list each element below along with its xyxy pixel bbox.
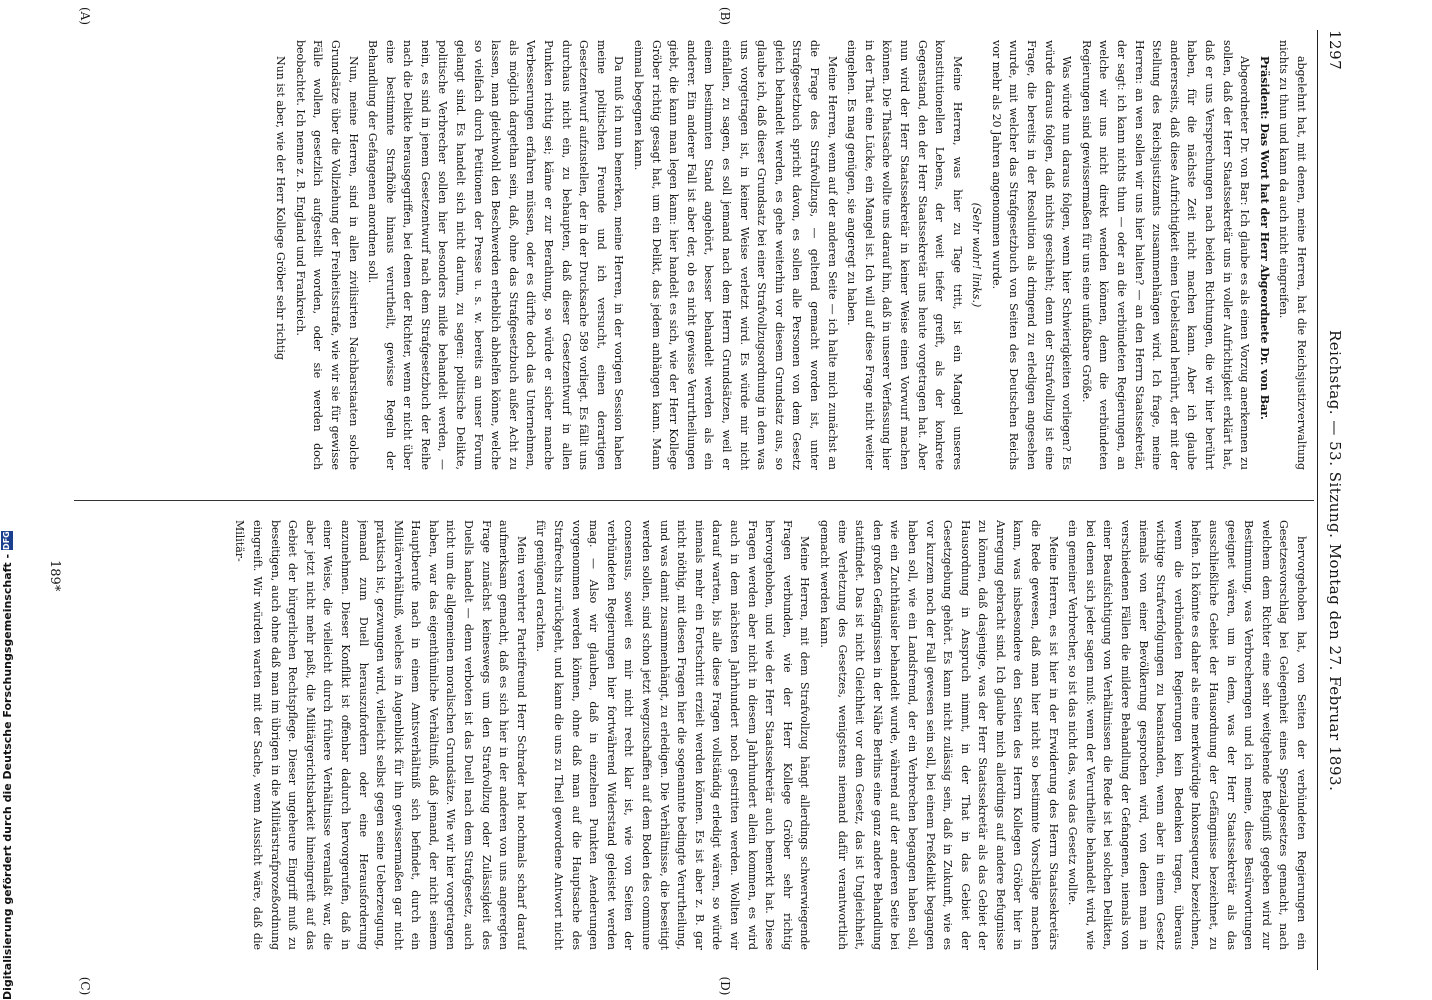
page-signature: 189* — [47, 560, 62, 592]
dfg-logo-icon: DFG — [2, 531, 11, 550]
margin-marker-c: (C) — [78, 976, 92, 996]
paragraph: Meine Herren, mit dem Strafvollzug hängt allerdings schwerwiegende Fragen verbunden, wie der Herr Kollege Gröber sehr richtig hervorgehoben, und wie der Herr Staatssekretär auch bemerkt hat. Diese Fragen werden aber nicht in diesem Jahrhundert allein kommen, es wird auch in dem nächsten Jahrhundert noch gestritten werden. Wollten wir darauf warten, bis alle diese Fragen vollständig erledigt wären, so würde niemals mehr ein Fortschritt erzielt werden können. Es ist aber z. B. gar nicht nöthig, mit diesen Fragen hier die sogenannte bedingte Verurtheilung, und was damit zusammenhängt, zu erledigen. Die Verhältnisse, die beseitigt werden sollen, sind schon jetzt wegzuschaffen auf dem Boden des commune consensus, soweit es mir nicht recht klar ist, wie von Seiten der verbündeten Regierungen hier fortwährend Widerstand geleistet werden mag. — Also wir glauben, daß in einzelnen Punkten Aenderungen vorgenommen werden können, ohne daß man auf die Hauptsache des Strafrechts zurückgeht, und kann die uns zu Theil gewordene Antwort nicht für genügend erachten. — [534, 520, 812, 950]
paragraph: Meine Herren, es ist hier in der Erwiderung des Herrn Staatssekretärs die Rede gewesen, daß man hier nicht so bestimmte Vorschläge machen kann, was insbesondere den Seiten des Herrn Kollegen Gröber hier in Anregung gebracht sind. Ich glaube mich allerdings auf andere Befugnisse zu können, daß dasjenige, was der Herr Staatssekretär als das Gebiet der Hausordnung in Anspruch nimmt, in der That in das Gebiet der Gesetzgebung gehört. Es kann nicht zulässig sein, daß in Zukunft, wie es vor kurzem noch der Fall gewesen sein soll, bei einem Preßdelikt begangen haben soll, wie ein Landsfremd, der ein Verbrechen begangen haben soll, wie ein Zuchthäusler behandelt wurde, während auf der anderen Seite bei den großen Gefängnissen in der Nähe Berlins eine ganz andere Behandlung stattfindet. Das ist nicht Gleichheit vor dem Gesetz, das ist Ungleichheit, eine Verletzung des Gesetzes, wenigstens niemand dafür verantwortlich gemacht werden kann. — [817, 520, 1060, 950]
running-head — [1320, 30, 1344, 970]
margin-marker-d: (D) — [718, 976, 732, 996]
interjection: (Sehr wahr! links.) — [970, 202, 984, 308]
session-header: Reichstag. — 53. Sitzung. Montag den 27. Februar 1893. — [1326, 330, 1344, 792]
paragraph: Meine Herren, was hier zu Tage tritt, ist ein Mangel unseres konstitutionellen Lebens, der weit tiefer greift, als der konkrete Gegenstand, den der Herr Staatssekretär uns heute vorgetragen hat. Aber nun wird der Herr Staatssekretär in keiner Weise einen Vorwurf machen können. Die Thatsache wollte uns darauf hin, daß in unserer Verfassung hier in der That eine Lücke, ein Mangel ist. Ich will auf diese Frage nicht weiter eingehen. Es mag genügen, sie angeregt zu haben. — [845, 40, 964, 470]
left-column — [80, 40, 1310, 470]
credit-text: Digitalisierung gefördert durch die Deutsche Forschungsgemeinschaft - — [0, 553, 14, 1000]
paragraph: abgelehnt hat, mit denen, meine Herren, hat die Reichsjustizverwaltung nichts zu thun und kann da auch nicht eingreifen. — [1277, 40, 1308, 470]
margin-marker-a: (A) — [78, 6, 92, 26]
paragraph: Meine Herren, wenn auf der anderen Seite — ich halte mich zunächst an die Frage des Strafvollzugs, — geltend gemacht worden ist, unter Strafgesetzbuch spricht davon, es sollen alle Personen von dem Gesetz gleich behandelt werden, es gehe weiterhin vor diesem Grundsatz aus, so glaube ich, daß dieser Grundsatz bei einer Strafvollzugsordnung in dem was uns vorgetragen ist, in keiner Weise verletzt wird. Es würde mir nicht einfallen, zu sagen, es soll jemand nach dem Herrn Grundsätzen, weil er einem bestimmten Stand angehört, besser behandelt werden als ein anderer. Ein anderer Fall ist aber der, ob es nicht gewisse Verurtheilungen giebt, die kann man legen kann: hier handelt es sich, wie der Herr Kollege Gröber richtig gesagt hat, um ein Delikt, das jedem anhängen kann. Mann einmal begegnen kann. — [632, 40, 839, 470]
page-number: 1297 — [1326, 30, 1344, 71]
header-rule — [1317, 30, 1318, 970]
margin-marker-b: (B) — [718, 6, 732, 26]
paragraph: hervorgehoben hat, von Seiten der verbündeten Regierungen ein Gesetzesvorschlag bei Gelegenheit eines Spezialgesetzes gemacht, nach welchem dem Richter eine sehr weitgehende Befugniß gegeben wird zur Bestimmung, was Verbrecherngen und ich meine, diese Besürwortungen geeignet wären, um in dem, was der Herr Staatssekretär als das ausschließliche Gebiet der Hausordnung der Gefängnisse bezeichnet, zu helfen. Ich könnte es daher als eine merkwürdige Inkonsequenz bezeichnen, wenn die verbündeten Regierungen kein Bedenken tragen, überaus wichtige Strafverfolgungen zu beanstanden, wenn aber in einem Gesetz niemals von einer Bevölkerung gesprochen wird, von denen man in verschiedenen Fällen die mildere Behandlung der Gefangenen, niemals von einer Beaufsichtigung von Verhältnissen die Rede ist bei solchen Delikten, bei denen sich jeder sagen muß: wenn der Verurtheilte behandelt wird, wie ein gemeiner Verbrecher, so ist das nicht das, was das Gesetz wollte. — [1066, 520, 1308, 950]
paragraph: Nun, meine Herren, sind in allen zivilisirten Nachbarstaaten solche Grundsätze über die Vollziehung der Freiheitsstrafe, wie wir sie für gewisse Fälle wollen, gesetzlich aufgestellt worden, oder sie werden doch beobachtet. Ich nenne z. B. England und Frankreich. — [293, 40, 360, 470]
paragraph: Da muß ich nun bemerken, meine Herren, in der vorigen Session haben meine politischen Freunde und ich versucht, einen derartigen Gesetzentwurf aufzustellen, der in der Drucksache 589 vorliegt. Es fällt uns durchaus nicht ein, zu behaupten, daß dieser Gesetzentwurf in allen Punkten richtig sei; käme er zur Berathung, so würde er sicher manche Verbesserungen erfahren müssen, oder es dürfte doch das Unternehmen, als möglich dargethan sein, daß, ohne das Strafgesetzbuch außer Acht zu lassen, man gleichwohl den Beschwerden erheblich abhelfen könne, welche so vielfach durch Petitionen der Presse u. s. w. bereits an unser Forum gelangt sind. Es handelt sich nicht darum, zu sagen: politische Delikte, politische Verbrecher sollen hier besonders milde behandelt werden, — nein, es sind in jenem Gesetzentwurf nach dem Strafgesetzbuch der Reihe nach die Delikte herausgegriffen, bei denen der Richter, wenn er nicht über eine bestimmte Strafhöhe hinaus verurtheilt, gewisse Regeln der Behandlung der Gefangenen anordnen soll. — [366, 40, 626, 470]
paragraph: Nun ist aber, wie der Herr Kollege Gröber sehr richtig — [274, 56, 288, 360]
paragraph: Präsident: Das Wort hat der Herr Abgeordnete Dr. von Bar. — [1257, 56, 1271, 420]
paragraph: Mein verehrter Parteifreund Herr Schrader hat nochmals scharf darauf aufmerksam gemacht, daß es sich hier in der anderen von uns angeregten Frage zunächst keineswegs um den Strafvollzug oder Zulässigkeit des Duells handelt — denn verboten ist das Duell nach dem Strafgesetz, auch nicht um die allgemeinen moralischen Grundsätze. Wie wir hier vorgetragen haben, war das eigenthümliche Verhältniß, daß jemand, der nicht seinem Hauptberufe nach in einem Amtsverhältniß sich befindet, durch ein Militärverhältniß, welches in Augenblick für ihn gewissermaßen gar nicht praktisch ist, gezwungen wird, vielleicht selbst gegen seine Ueberzeugung, jemand zum Duell herauszufordern oder eine Herausforderung anzunehmen. Dieser Konflikt ist offenbar dadurch hervorgerufen, daß in einer Weise, die vielleicht durch frühere Verhältnisse veranlaßt war, die aber jetzt nicht mehr paßt, die Militärgerichtsbarkeit hineingreift auf das Gebiet der bürgerlichen Rechtspflege. Dieser ungeheure Eingriff muß zu beseitigen, auch ohne daß man im übrigen in die Militärstrafprozeßordnung eingreift. Wir würden warten mit der Sache, wenn Aussicht wäre, daß die Militär- — [233, 520, 528, 950]
paragraph: Was würde nun daraus folgen, wenn hier Schwierigkeiten vorliegen? Es würde daraus folgen, daß nichts geschieht; denn der Strafvollzug ist eine Frage, die bereits in der Resolution als dringend zu erledigen angesehen wurde, mit welcher das Strafgesetzbuch von Seiten des Deutschen Reichs vor mehr als 20 Jahren angenommen wurde. — [989, 40, 1074, 470]
digitization-credit — [0, 531, 14, 1000]
paragraph: Abgeordneter Dr. von Bar: Ich glaube es als einen Vorzug anerkennen zu sollen, daß der Herr Staatssekretär uns in voller Aufrichtigkeit erklärt hat, daß er uns Versprechungen nach beiden Richtungen, die wir hier berührt haben, für die nächste Zeit nicht machen kann. Aber ich glaube andererseits, daß diese Aufrichtigkeit einen Uebelstand herührt, der mit der Stellung des Reichsjustizamts zusammenhängen wird. Ich frage, meine Herren: an wen sollen wir uns hier halten? — an den Herrn Staatssekretär, der sagt: ich kann nichts thun — oder an die verbündeten Regierungen, an welche wir uns nicht direkt wenden können, denn die verbündeten Regierungen sind gewissermaßen für uns eine unfaßbare Größe. — [1079, 40, 1252, 470]
column-divider — [74, 500, 1314, 501]
right-column — [80, 520, 1310, 950]
